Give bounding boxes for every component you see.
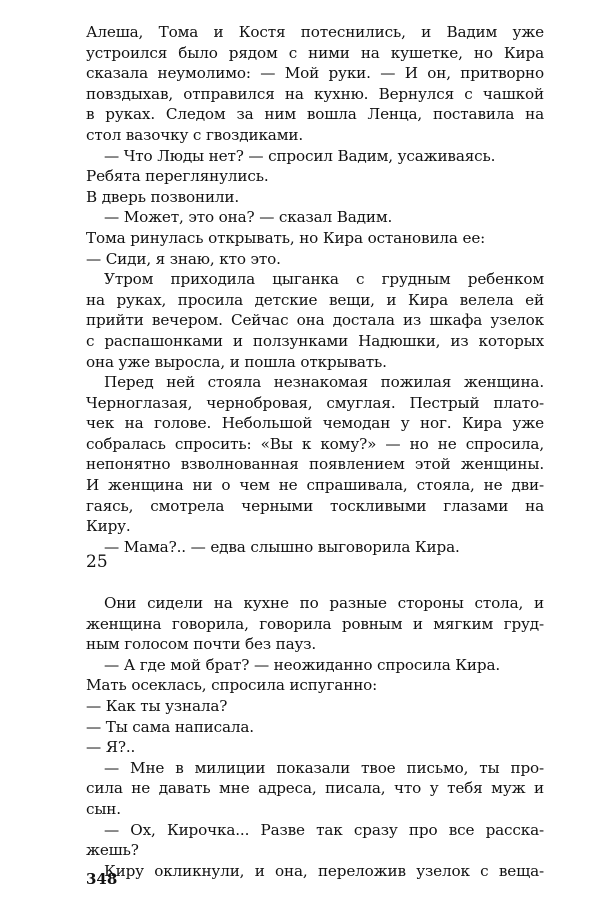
chapter-number: 25 — [86, 552, 108, 572]
text-line: Киру. — [86, 517, 131, 536]
text-line: Они сидели на кухне по разные стороны стола, и — [104, 594, 544, 612]
text-line: чек на голове. Небольшой чемодан у ног. Кира уже — [86, 414, 544, 433]
page-number: 348 — [86, 870, 118, 888]
text-line: Перед ней стояла незнакомая пожилая женщина. — [104, 373, 544, 392]
text-line: В дверь позвонили. — [86, 187, 240, 206]
text-line: Тома ринулась открывать, но Кира остановила ее: — [86, 228, 486, 247]
text-line: в руках. Следом за ним вошла Ленца, поставила на — [86, 105, 544, 124]
text-line: — Я?.. — [86, 738, 136, 757]
text-line: повздыхав, отправился на кухню. Вернулся с чашкой — [86, 84, 544, 103]
text-line: Черноглазая, чернобровая, смуглая. Пестрый плато- — [86, 393, 544, 412]
text-line: — Ох, Кирочка... Разве так сразу про все расска- — [104, 820, 544, 839]
text-block-bottom — [86, 593, 544, 881]
text-line: — Сиди, я знаю, кто это. — [86, 249, 281, 268]
text-line: прийти вечером. Сейчас она достала из шкафа узелок — [86, 311, 544, 330]
text-line: Алеша, Тома и Костя потеснились, и Вадим уже — [86, 23, 544, 41]
text-line: женщина говорила, говорила ровным и мягким груд- — [86, 614, 544, 633]
text-line: она уже выросла, и пошла открывать. — [86, 352, 387, 371]
text-line: ным голосом почти без пауз. — [86, 635, 317, 654]
text-line: — Может, это она? — сказал Вадим. — [104, 208, 393, 227]
text-line: Ребята переглянулись. — [86, 167, 269, 186]
text-line: жешь? — [86, 841, 139, 860]
text-line: устроился было рядом с ними на кушетке, но Кира — [86, 43, 544, 62]
text-line: сказала неумолимо: — Мой руки. — И он, притворно — [86, 64, 544, 83]
text-line: Киру окликнули, и она, переложив узелок с веща- — [104, 861, 544, 880]
text-line: с распашонками и ползунками Надюшки, из которых — [86, 331, 544, 350]
text-line: — Что Люды нет? — спросил Вадим, усаживаясь. — [104, 146, 496, 165]
text-line: — Ты сама написала. — [86, 717, 254, 736]
text-line: — Мне в милиции показали твое письмо, ты про- — [104, 758, 544, 777]
text-line: собралась спросить: «Вы к кому?» — но не спросила, — [86, 434, 544, 453]
text-line: Утром приходила цыганка с грудным ребенком — [104, 270, 544, 289]
text-line: — А где мой брат? — неожиданно спросила Кира. — [104, 655, 501, 674]
text-line: Мать осеклась, спросила испуганно: — [86, 676, 378, 695]
text-line: на руках, просила детские вещи, и Кира велела ей — [86, 290, 544, 309]
text-line: стол вазочку с гвоздиками. — [86, 125, 304, 144]
text-line: — Мама?.. — едва слышно выговорила Кира. — [104, 537, 460, 556]
text-block-top — [86, 22, 544, 557]
text-line: гаясь, смотрела черными тоскливыми глазами на — [86, 496, 544, 515]
text-line: И женщина ни о чем не спрашивала, стояла, не дви- — [86, 476, 544, 495]
text-line: непонятно взволнованная появлением этой женщины. — [86, 455, 544, 474]
text-line: сын. — [86, 799, 121, 818]
text-line: сила не давать мне адреса, писала, что у тебя муж и — [86, 779, 544, 798]
text-line: — Как ты узнала? — [86, 696, 228, 715]
